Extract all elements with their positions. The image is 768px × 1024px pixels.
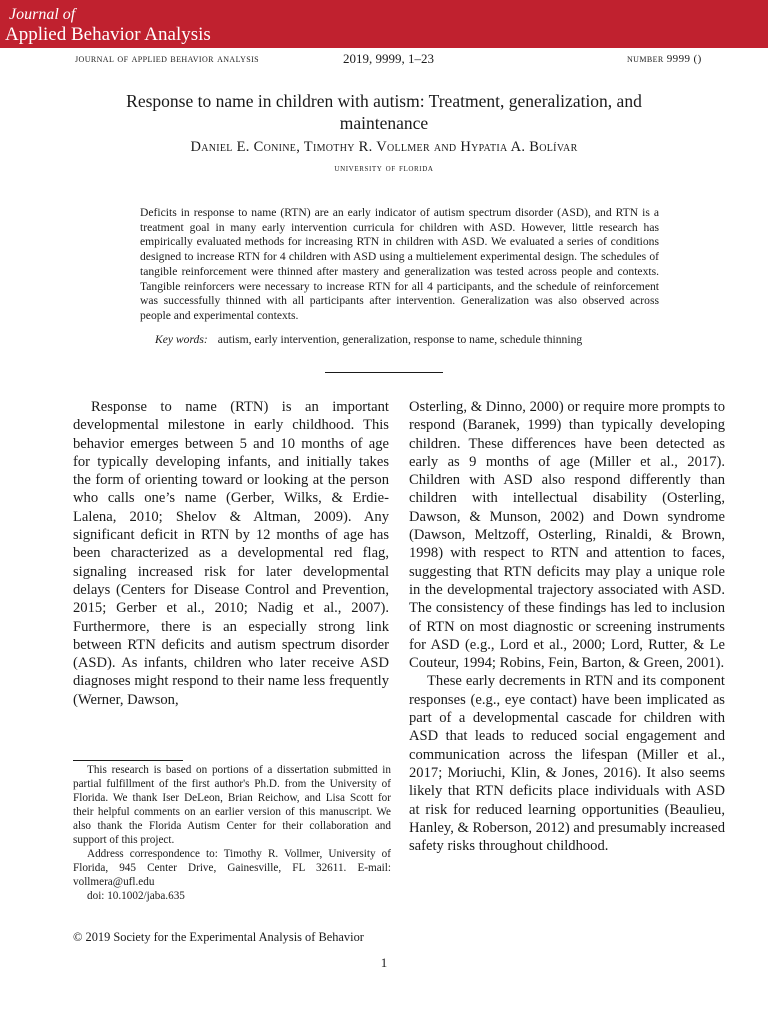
article-title: Response to name in children with autism: Treatment, generalization, and maintenance <box>126 91 642 133</box>
running-head-journal: journal of applied behavior analysis <box>75 53 260 65</box>
footnote-doi: doi: 10.1002/jaba.635 <box>87 890 185 902</box>
article-authors: Daniel E. Conine, Timothy R. Vollmer and Hypatia A. Bolívar <box>190 139 578 155</box>
running-head-issue: number 9999 () <box>627 53 702 65</box>
running-head-volume: 2019, 9999, 1–23 <box>343 51 434 66</box>
keywords-label: Key words: <box>155 333 208 346</box>
journal-name-line1: Journal of <box>9 6 76 23</box>
body-paragraph: These early decrements in RTN and its component responses (e.g., eye contact) have been implicated as part of a developmental cascade for children with ASD that leads to reduced social engagement and communication across the lifespan (Miller et al., 2017; Moriuchi, Klin, & Jones, 2016). It also seems likely that RTN deficits place individuals with ASD at risk for reduced learning opportunities (Beaulieu, Hanley, & Roberson, 2012) and presumably increased safety risks throughout childhood. <box>409 673 725 855</box>
journal-banner <box>0 0 768 48</box>
body-paragraph-continued: Osterling, & Dinno, 2000) or require more prompts to respond (Baranek, 1999) than typically developing children. These differences have been detected as early as 9 months of age (Miller et al., 2017). Children with ASD also respond differently than children with intellectual disability (Osterling, Dawson, & Munson, 2002) and Down syndrome (Dawson, Meltzoff, Osterling, Rinaldi, & Brown, 1998) with respect to RTN and attention to faces, suggesting that RTN deficits may play a unique role in the developmental trajectory associated with ASD. The consistency of these findings has led to inclusion of RTN on most diagnostic or screening instruments for ASD (e.g., Lord et al., 2000; Lord, Rutter, & Le Couteur, 1994; Robins, Fein, Barton, & Green, 2001). <box>409 399 725 672</box>
footnote-correspondence: Address correspondence to: Timothy R. Vollmer, University of Florida, 945 Center Drive, Gainesville, FL 32611. E-mail: vollmera@ufl.edu <box>73 848 391 888</box>
footnotes <box>73 763 391 903</box>
body-right-column <box>409 398 725 923</box>
keywords-list: autism, early intervention, generalization, response to name, schedule thinning <box>217 333 583 346</box>
copyright-notice: © 2019 Society for the Experimental Analysis of Behavior <box>73 930 364 944</box>
body-left-column <box>73 398 389 748</box>
keywords <box>155 332 665 347</box>
abstract: Deficits in response to name (RTN) are an early indicator of autism spectrum disorder (ASD), and RTN is a treatment goal in many early intervention curricula for children with ASD. However, little research has empirically evaluated methods for increasing RTN in children with ASD. We evaluated a series of conditions designed to increase RTN for 4 children with ASD using a multielement experimental design. The schedules of tangible reinforcement were thinned after mastery and generalization was tested across people and contexts. Tangible reinforcers were necessary to increase RTN for all 4 participants, and the schedule of reinforcement was successfully thinned with all participants after intervention. Generalization was also observed across people and experimental contexts. <box>140 206 659 322</box>
body-paragraph: Response to name (RTN) is an important developmental milestone in early childhood. This behavior emerges between 5 and 10 months of age for typically developing infants, and initially takes the form of orienting toward or looking at the person who calls one’s name (Gerber, Wilks, & Erdie-Lalena, 2010; Shelov & Altman, 2009). Any significant deficit in RTN by 12 months of age has been characterized as a developmental red flag, signaling increased risk for later developmental delays (Centers for Disease Control and Prevention, 2015; Gerber et al., 2010; Nadig et al., 2007). Furthermore, there is an especially strong link between RTN deficits and autism spectrum disorder (ASD). As infants, children who later receive ASD diagnoses might respond to their name less frequently (Werner, Dawson, <box>73 399 389 708</box>
author-affiliation: university of florida <box>334 163 434 174</box>
page-number: 1 <box>380 955 388 970</box>
journal-name-line2: Applied Behavior Analysis <box>5 24 211 45</box>
footnote-divider <box>73 760 183 761</box>
footnote-acknowledgment: This research is based on portions of a dissertation submitted in partial fulfillment of the first author's Ph.D. from the University of Florida. We thank Iser DeLeon, Brian Reichow, and Lisa Scott for their helpful comments on an earlier version of this manuscript. We also thank the Florida Autism Center for their collaboration and support of this project. <box>73 764 391 846</box>
section-divider <box>325 372 443 373</box>
